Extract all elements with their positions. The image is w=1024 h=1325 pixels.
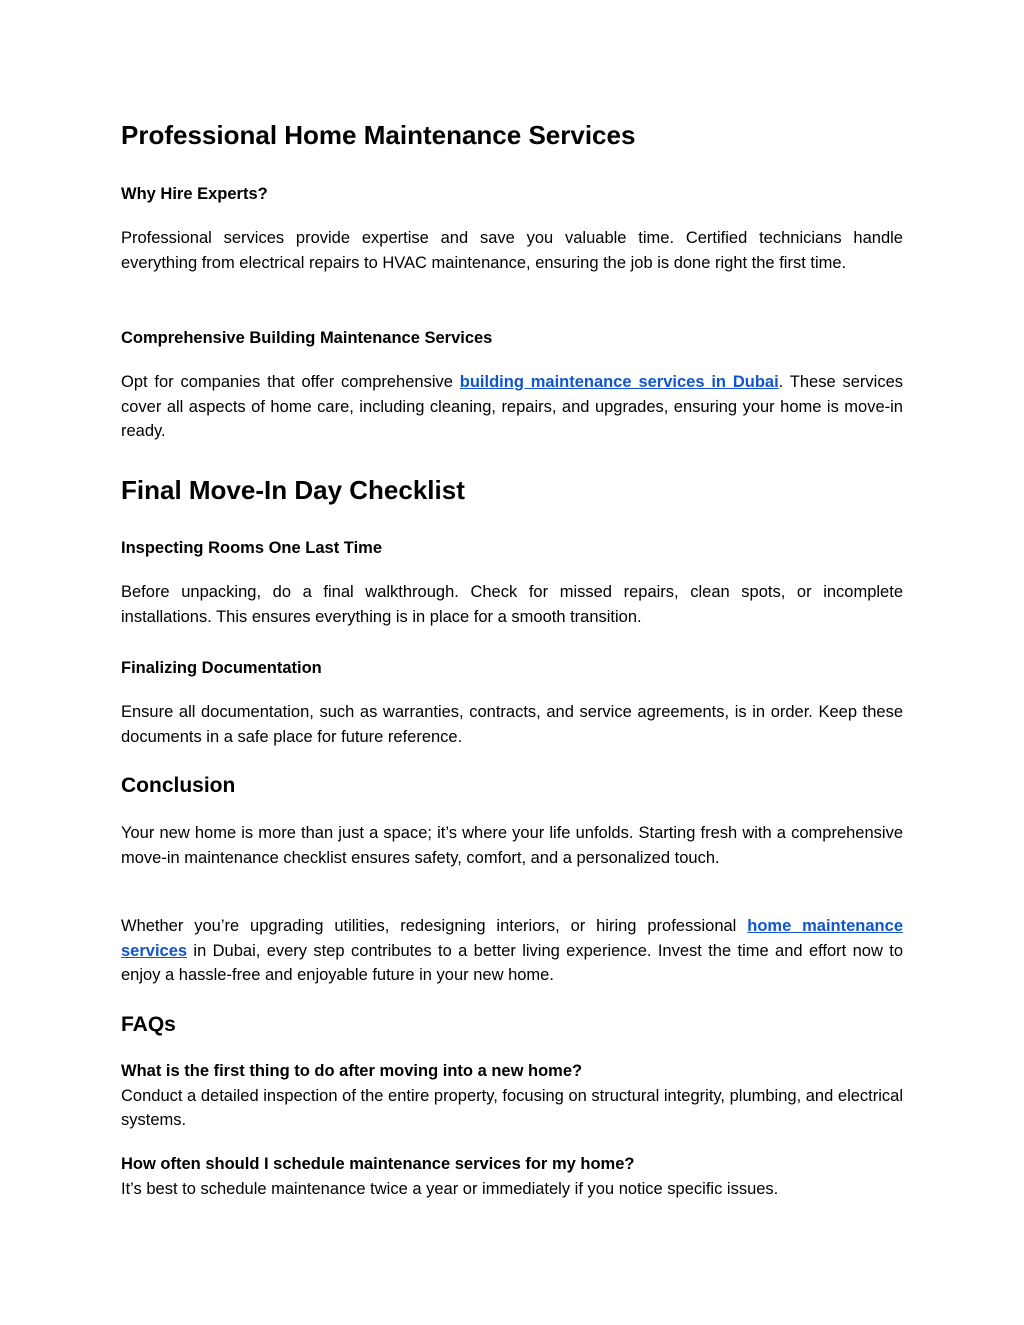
paragraph-comprehensive-services	[121, 370, 903, 444]
paragraph-inspecting-rooms: Before unpacking, do a final walkthrough. Check for missed repairs, clean spots, or incomplete installations. This ensures everything is in place for a smooth transition.	[121, 583, 903, 626]
section-title-faqs: FAQs	[121, 1013, 176, 1036]
heading-why-hire-experts: Why Hire Experts?	[121, 185, 268, 203]
paragraph-finalizing-documentation: Ensure all documentation, such as warranties, contracts, and service agreements, is in order. Keep these documents in a safe place for future reference.	[121, 703, 903, 746]
faq-question: What is the first thing to do after moving into a new home?	[121, 1062, 583, 1080]
faq-question: How often should I schedule maintenance services for my home?	[121, 1155, 635, 1173]
paragraph-why-hire-experts: Professional services provide expertise and save you valuable time. Certified technicians handle everything from electrical repairs to HVAC maintenance, ensuring the job is done right the first time.	[121, 229, 903, 272]
heading-finalizing-documentation: Finalizing Documentation	[121, 659, 322, 677]
faq-item	[121, 1152, 903, 1201]
paragraph-text: . These services cover all aspects of home care, including cleaning, repairs, and upgrades, ensuring your home is move-in ready.	[121, 373, 903, 440]
page-title: Professional Home Maintenance Services	[121, 120, 636, 150]
section-title-move-in-checklist: Final Move-In Day Checklist	[121, 475, 465, 505]
faq-item	[121, 1059, 903, 1133]
heading-inspecting-rooms: Inspecting Rooms One Last Time	[121, 539, 382, 557]
paragraph-conclusion-1: Your new home is more than just a space; it’s where your life unfolds. Starting fresh with a comprehensive move-in maintenance checklist ensures safety, comfort, and a personalized touch.	[121, 824, 903, 867]
paragraph-conclusion-2	[121, 914, 903, 988]
faq-answer: It’s best to schedule maintenance twice a year or immediately if you notice specific issues.	[121, 1179, 779, 1198]
paragraph-text: Whether you’re upgrading utilities, redesigning interiors, or hiring professional	[121, 917, 748, 935]
faq-answer: Conduct a detailed inspection of the entire property, focusing on structural integrity, plumbing, and electrical systems.	[121, 1086, 903, 1129]
paragraph-text: in Dubai, every step contributes to a better living experience. Invest the time and effort now to enjoy a hassle-free and enjoyable future in your new home.	[121, 941, 903, 984]
home-maintenance-link[interactable]: home maintenance services	[121, 917, 903, 960]
paragraph-text: Opt for companies that offer comprehensive	[121, 373, 460, 391]
section-title-conclusion: Conclusion	[121, 774, 236, 797]
building-maintenance-link[interactable]: building maintenance services in Dubai	[459, 373, 779, 391]
heading-comprehensive-services: Comprehensive Building Maintenance Services	[121, 329, 493, 347]
